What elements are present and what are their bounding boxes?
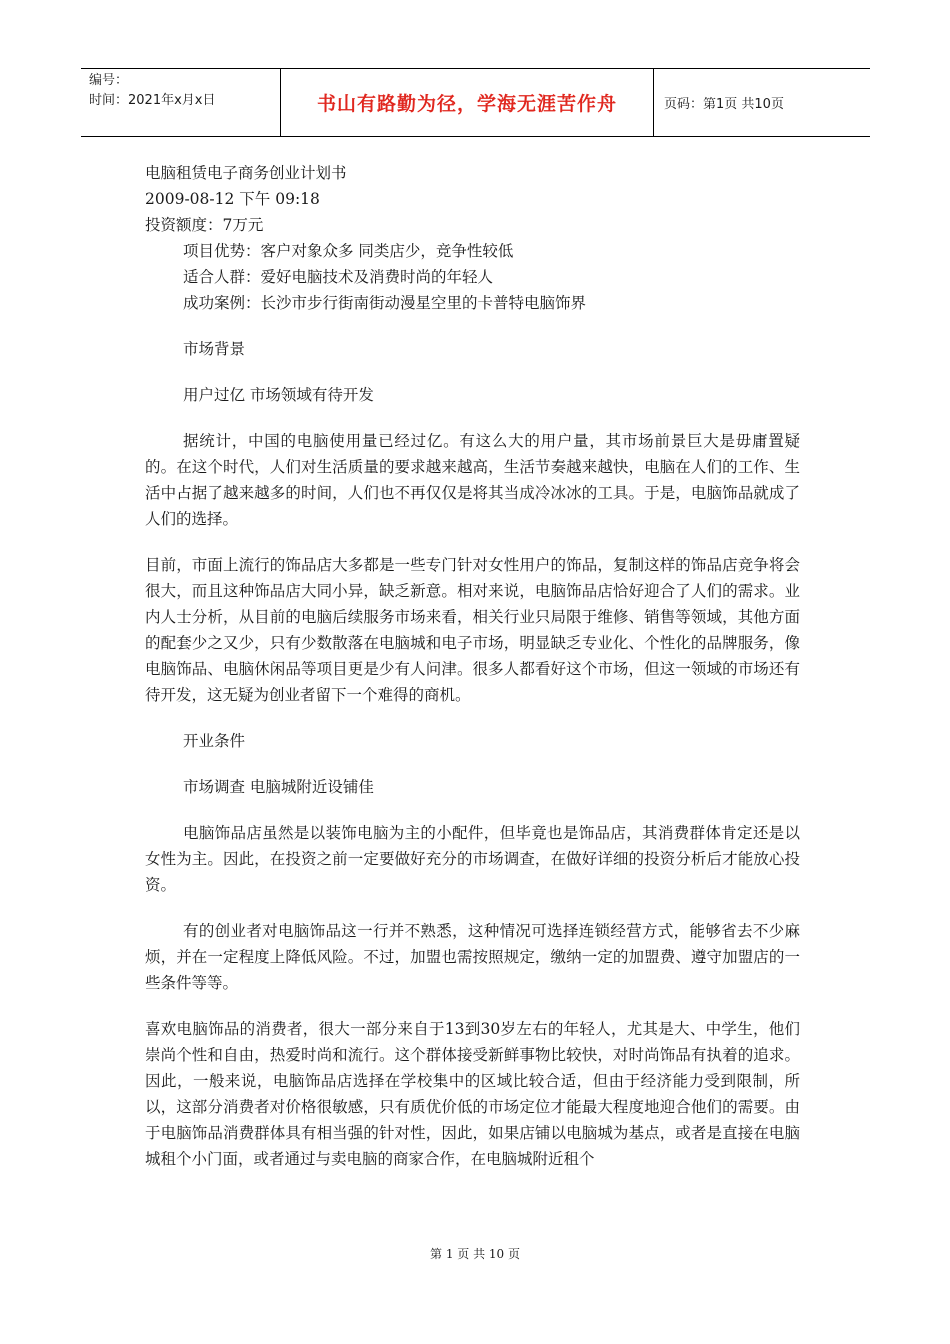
header-meta xyxy=(81,69,281,136)
document-body xyxy=(145,160,800,1172)
time-label: 时间：2021年x月x日 xyxy=(89,93,216,108)
paragraph: 喜欢电脑饰品的消费者，很大一部分来自于13到30岁左右的年轻人，尤其是大、中学生，他们崇尚个性和自由，热爱时尚和流行。这个群体接受新鲜事物比较快，对时尚饰品有执着的追求。因此，一般来说，电脑饰品店选择在学校集中的区域比较合适，但由于经济能力受到限制，所以，这部分消费者对价格很敏感，只有质优价低的市场定位才能最大程度地迎合他们的需要。由于电脑饰品消费群体具有相当强的针对性，因此，如果店铺以电脑城为基点，或者是直接在电脑城租个小门面，或者通过与卖电脑的商家合作，在电脑城附近租个 xyxy=(145,1020,800,1168)
doc-title: 电脑租赁电子商务创业计划书 xyxy=(145,164,347,182)
subheading: 市场调查 电脑城附近设铺佳 xyxy=(183,778,374,796)
section-heading: 市场背景 xyxy=(183,340,246,358)
case-line: 成功案例：长沙市步行街南街动漫星空里的卡普特电脑饰界 xyxy=(183,294,587,312)
advantage-line: 项目优势：客户对象众多 同类店少，竞争性较低 xyxy=(183,242,514,260)
investment-line: 投资额度：7万元 xyxy=(145,216,264,234)
paragraph: 据统计，中国的电脑使用量已经过亿。有这么大的用户量，其市场前景巨大是毋庸置疑的。在这个时代，人们对生活质量的要求越来越高，生活节奏越来越快，电脑在人们的工作、生活中占据了越来越多的时间，人们也不再仅仅是将其当成冷冰冰的工具。于是，电脑饰品就成了人们的选择。 xyxy=(145,432,800,528)
header-motto-cell xyxy=(281,69,654,136)
page-label: 页码：第1页 共10页 xyxy=(664,97,784,112)
doc-datetime: 2009-08-12 下午 09:18 xyxy=(145,190,320,208)
document-header xyxy=(81,68,870,137)
paragraph: 电脑饰品店虽然是以装饰电脑为主的小配件，但毕竟也是饰品店，其消费群体肯定还是以女性为主。因此，在投资之前一定要做好充分的市场调查，在做好详细的投资分析后才能放心投资。 xyxy=(145,824,800,894)
paragraph: 有的创业者对电脑饰品这一行并不熟悉，这种情况可选择连锁经营方式，能够省去不少麻烦，并在一定程度上降低风险。不过，加盟也需按照规定，缴纳一定的加盟费、遵守加盟店的一些条件等等。 xyxy=(145,922,800,992)
audience-line: 适合人群：爱好电脑技术及消费时尚的年轻人 xyxy=(183,268,494,286)
footer-page-number: 第 1 页 共 10 页 xyxy=(430,1247,520,1261)
section-heading: 开业条件 xyxy=(183,732,246,750)
number-label: 编号： xyxy=(89,73,129,88)
motto: 书山有路勤为径，学海无涯苦作舟 xyxy=(316,93,617,115)
subheading: 用户过亿 市场领域有待开发 xyxy=(183,386,374,404)
page-footer xyxy=(0,1245,950,1262)
paragraph: 目前，市面上流行的饰品店大多都是一些专门针对女性用户的饰品，复制这样的饰品店竞争将会很大，而且这种饰品店大同小异，缺乏新意。相对来说，电脑饰品店恰好迎合了人们的需求。业内人士分析，从目前的电脑后续服务市场来看，相关行业只局限于维修、销售等领域，其他方面的配套少之又少，只有少数散落在电脑城和电子市场，明显缺乏专业化、个性化的品牌服务，像电脑饰品、电脑休闲品等项目更是少有人问津。很多人都看好这个市场，但这一领域的市场还有待开发，这无疑为创业者留下一个难得的商机。 xyxy=(145,556,800,704)
header-page-cell xyxy=(654,69,870,136)
